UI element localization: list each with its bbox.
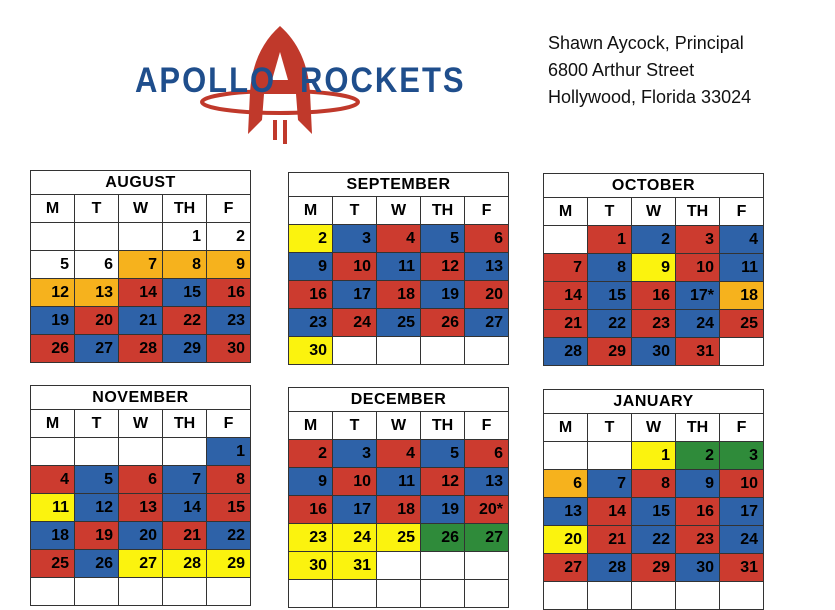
weekday-header: M xyxy=(31,410,75,438)
day-cell: 18 xyxy=(377,281,421,309)
day-cell: 27 xyxy=(465,309,509,337)
street-line: 6800 Arthur Street xyxy=(548,60,695,80)
weekday-header: T xyxy=(75,195,119,223)
day-cell: 11 xyxy=(377,468,421,496)
day-cell: 1 xyxy=(588,226,632,254)
day-cell: 29 xyxy=(207,550,251,578)
day-cell: 6 xyxy=(465,225,509,253)
empty-cell xyxy=(421,552,465,580)
school-address xyxy=(548,30,751,111)
day-cell: 4 xyxy=(31,466,75,494)
day-cell: 9 xyxy=(676,470,720,498)
weekday-header: F xyxy=(207,195,251,223)
empty-cell xyxy=(421,580,465,608)
empty-cell xyxy=(421,337,465,365)
weekday-header: M xyxy=(544,198,588,226)
day-cell: 12 xyxy=(75,494,119,522)
day-cell: 9 xyxy=(207,251,251,279)
day-cell: 8 xyxy=(632,470,676,498)
day-cell: 3 xyxy=(720,442,764,470)
day-cell: 28 xyxy=(544,338,588,366)
weekday-header: W xyxy=(632,414,676,442)
day-cell: 19 xyxy=(75,522,119,550)
day-cell: 17 xyxy=(333,281,377,309)
empty-cell xyxy=(75,223,119,251)
day-cell: 2 xyxy=(289,440,333,468)
empty-cell xyxy=(333,337,377,365)
day-cell: 13 xyxy=(465,468,509,496)
calendar-january xyxy=(543,389,764,610)
day-cell: 28 xyxy=(588,554,632,582)
day-cell: 31 xyxy=(720,554,764,582)
weekday-header: F xyxy=(465,197,509,225)
day-cell: 29 xyxy=(163,335,207,363)
empty-cell xyxy=(289,580,333,608)
empty-cell xyxy=(377,552,421,580)
weekday-header: TH xyxy=(163,410,207,438)
empty-cell xyxy=(119,223,163,251)
day-cell: 21 xyxy=(119,307,163,335)
day-cell: 7 xyxy=(119,251,163,279)
weekday-header: T xyxy=(75,410,119,438)
weekday-header: TH xyxy=(421,197,465,225)
weekday-header: F xyxy=(720,414,764,442)
day-cell: 10 xyxy=(333,468,377,496)
day-cell: 7 xyxy=(588,470,632,498)
weekday-header: M xyxy=(289,197,333,225)
day-cell: 29 xyxy=(588,338,632,366)
day-cell: 1 xyxy=(632,442,676,470)
month-title: NOVEMBER xyxy=(31,386,251,410)
day-cell: 30 xyxy=(289,337,333,365)
month-title: OCTOBER xyxy=(544,174,764,198)
weekday-header: W xyxy=(119,195,163,223)
empty-cell xyxy=(333,580,377,608)
empty-cell xyxy=(31,578,75,606)
day-cell: 13 xyxy=(544,498,588,526)
month-title: SEPTEMBER xyxy=(289,173,509,197)
day-cell: 28 xyxy=(119,335,163,363)
day-cell: 8 xyxy=(163,251,207,279)
day-cell: 9 xyxy=(289,253,333,281)
day-cell: 23 xyxy=(676,526,720,554)
day-cell: 31 xyxy=(676,338,720,366)
day-cell: 30 xyxy=(289,552,333,580)
calendar-december xyxy=(288,387,509,608)
day-cell: 8 xyxy=(207,466,251,494)
day-cell: 2 xyxy=(207,223,251,251)
day-cell: 25 xyxy=(377,524,421,552)
day-cell: 26 xyxy=(421,524,465,552)
day-cell: 30 xyxy=(207,335,251,363)
day-cell: 20 xyxy=(465,281,509,309)
day-cell: 14 xyxy=(163,494,207,522)
weekday-header: TH xyxy=(163,195,207,223)
day-cell: 9 xyxy=(289,468,333,496)
empty-cell xyxy=(75,438,119,466)
day-cell: 10 xyxy=(333,253,377,281)
empty-cell xyxy=(377,337,421,365)
day-cell: 14 xyxy=(544,282,588,310)
calendar-november xyxy=(30,385,251,606)
day-cell: 11 xyxy=(377,253,421,281)
day-cell: 24 xyxy=(676,310,720,338)
day-cell: 16 xyxy=(676,498,720,526)
logo-word-right: ROCKETS xyxy=(300,60,466,101)
day-cell: 16 xyxy=(289,281,333,309)
empty-cell xyxy=(75,578,119,606)
day-cell: 20 xyxy=(75,307,119,335)
day-cell: 13 xyxy=(75,279,119,307)
weekday-header: M xyxy=(289,412,333,440)
day-cell: 7 xyxy=(163,466,207,494)
day-cell: 25 xyxy=(720,310,764,338)
day-cell: 28 xyxy=(163,550,207,578)
principal-line: Shawn Aycock, Principal xyxy=(548,33,744,53)
day-cell: 27 xyxy=(465,524,509,552)
day-cell: 15 xyxy=(588,282,632,310)
day-cell: 3 xyxy=(333,440,377,468)
day-cell: 30 xyxy=(676,554,720,582)
day-cell: 20 xyxy=(119,522,163,550)
empty-cell xyxy=(588,442,632,470)
day-cell: 15 xyxy=(163,279,207,307)
day-cell: 2 xyxy=(676,442,720,470)
day-cell: 26 xyxy=(75,550,119,578)
empty-cell xyxy=(465,580,509,608)
day-cell: 5 xyxy=(421,225,465,253)
weekday-header: TH xyxy=(676,414,720,442)
day-cell: 13 xyxy=(119,494,163,522)
day-cell: 6 xyxy=(544,470,588,498)
calendar-october xyxy=(543,173,764,366)
day-cell: 23 xyxy=(289,524,333,552)
day-cell: 8 xyxy=(588,254,632,282)
day-cell: 3 xyxy=(676,226,720,254)
day-cell: 19 xyxy=(421,281,465,309)
day-cell: 27 xyxy=(544,554,588,582)
day-cell: 4 xyxy=(377,225,421,253)
day-cell: 16 xyxy=(289,496,333,524)
day-cell: 2 xyxy=(632,226,676,254)
day-cell: 6 xyxy=(465,440,509,468)
empty-cell xyxy=(119,578,163,606)
day-cell: 6 xyxy=(119,466,163,494)
day-cell: 4 xyxy=(720,226,764,254)
day-cell: 10 xyxy=(720,470,764,498)
day-cell: 6 xyxy=(75,251,119,279)
calendar-september xyxy=(288,172,509,365)
day-cell: 17 xyxy=(333,496,377,524)
day-cell: 22 xyxy=(207,522,251,550)
empty-cell xyxy=(465,552,509,580)
month-title: JANUARY xyxy=(544,390,764,414)
day-cell: 9 xyxy=(632,254,676,282)
day-cell: 1 xyxy=(207,438,251,466)
day-cell: 21 xyxy=(163,522,207,550)
day-cell: 20* xyxy=(465,496,509,524)
weekday-header: T xyxy=(333,197,377,225)
day-cell: 15 xyxy=(632,498,676,526)
day-cell: 25 xyxy=(31,550,75,578)
day-cell: 19 xyxy=(31,307,75,335)
empty-cell xyxy=(720,338,764,366)
weekday-header: F xyxy=(465,412,509,440)
day-cell: 5 xyxy=(31,251,75,279)
apollo-rockets-logo xyxy=(130,22,466,147)
calendar-august xyxy=(30,170,251,363)
weekday-header: W xyxy=(377,412,421,440)
day-cell: 16 xyxy=(632,282,676,310)
weekday-header: TH xyxy=(421,412,465,440)
day-cell: 21 xyxy=(544,310,588,338)
day-cell: 7 xyxy=(544,254,588,282)
weekday-header: T xyxy=(588,198,632,226)
day-cell: 3 xyxy=(333,225,377,253)
weekday-header: W xyxy=(377,197,421,225)
day-cell: 25 xyxy=(377,309,421,337)
day-cell: 24 xyxy=(333,524,377,552)
weekday-header: F xyxy=(207,410,251,438)
logo-word-left: APOLLO xyxy=(135,60,277,101)
empty-cell xyxy=(377,580,421,608)
day-cell: 22 xyxy=(163,307,207,335)
day-cell: 17 xyxy=(720,498,764,526)
day-cell: 24 xyxy=(333,309,377,337)
weekday-header: T xyxy=(333,412,377,440)
day-cell: 26 xyxy=(421,309,465,337)
day-cell: 5 xyxy=(421,440,465,468)
day-cell: 23 xyxy=(632,310,676,338)
day-cell: 14 xyxy=(119,279,163,307)
empty-cell xyxy=(31,438,75,466)
day-cell: 18 xyxy=(31,522,75,550)
day-cell: 31 xyxy=(333,552,377,580)
empty-cell xyxy=(544,226,588,254)
day-cell: 1 xyxy=(163,223,207,251)
day-cell: 26 xyxy=(31,335,75,363)
day-cell: 15 xyxy=(207,494,251,522)
day-cell: 27 xyxy=(119,550,163,578)
day-cell: 18 xyxy=(377,496,421,524)
month-title: AUGUST xyxy=(31,171,251,195)
day-cell: 21 xyxy=(588,526,632,554)
day-cell: 20 xyxy=(544,526,588,554)
empty-cell xyxy=(31,223,75,251)
day-cell: 5 xyxy=(75,466,119,494)
empty-cell xyxy=(207,578,251,606)
weekday-header: M xyxy=(31,195,75,223)
month-title: DECEMBER xyxy=(289,388,509,412)
empty-cell xyxy=(163,578,207,606)
weekday-header: M xyxy=(544,414,588,442)
day-cell: 14 xyxy=(588,498,632,526)
day-cell: 30 xyxy=(632,338,676,366)
empty-cell xyxy=(163,438,207,466)
day-cell: 22 xyxy=(588,310,632,338)
day-cell: 23 xyxy=(207,307,251,335)
day-cell: 29 xyxy=(632,554,676,582)
weekday-header: T xyxy=(588,414,632,442)
day-cell: 2 xyxy=(289,225,333,253)
day-cell: 12 xyxy=(421,253,465,281)
day-cell: 23 xyxy=(289,309,333,337)
day-cell: 19 xyxy=(421,496,465,524)
day-cell: 12 xyxy=(421,468,465,496)
city-line: Hollywood, Florida 33024 xyxy=(548,87,752,107)
weekday-header: W xyxy=(119,410,163,438)
weekday-header: W xyxy=(632,198,676,226)
day-cell: 16 xyxy=(207,279,251,307)
weekday-header: TH xyxy=(676,198,720,226)
day-cell: 10 xyxy=(676,254,720,282)
day-cell: 11 xyxy=(31,494,75,522)
day-cell: 18 xyxy=(720,282,764,310)
weekday-header: F xyxy=(720,198,764,226)
day-cell: 12 xyxy=(31,279,75,307)
empty-cell xyxy=(119,438,163,466)
empty-cell xyxy=(465,337,509,365)
day-cell: 13 xyxy=(465,253,509,281)
day-cell: 4 xyxy=(377,440,421,468)
day-cell: 11 xyxy=(720,254,764,282)
day-cell: 24 xyxy=(720,526,764,554)
day-cell: 27 xyxy=(75,335,119,363)
day-cell: 22 xyxy=(632,526,676,554)
empty-cell xyxy=(544,442,588,470)
day-cell: 17* xyxy=(676,282,720,310)
